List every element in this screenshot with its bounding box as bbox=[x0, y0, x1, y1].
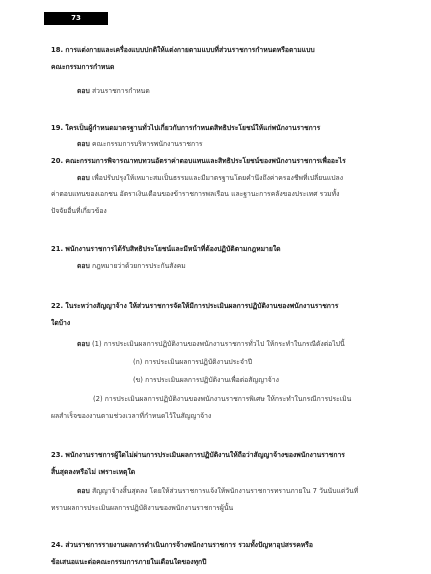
answer-label: ตอบ bbox=[77, 174, 90, 182]
answer-20-cont: ค่าตอบแทนของเอกชน อัตราเงินเดือนของข้าราชการพลเรือน และฐานะการคลังของประเทศ รวมทั้ง bbox=[51, 190, 340, 198]
answer-text: ส่วนราชการกำหนด bbox=[91, 87, 150, 95]
answer-label: ตอบ bbox=[77, 340, 90, 348]
answer-22-d: ผลสำเร็จของงานตามช่วงเวลาที่กำหนดไว้ในสัญญาจ้าง bbox=[51, 412, 212, 420]
question-23-cont: สิ้นสุดลงหรือไม่ เพราะเหตุใด bbox=[51, 468, 136, 476]
answer-label: ตอบ bbox=[77, 487, 90, 495]
answer-21 bbox=[77, 262, 186, 271]
question-18-cont: คณะกรรมการกำหนด bbox=[51, 63, 115, 71]
answer-23-cont: ทราบผลการประเมินผลการปฏิบัติงานของพนักงานราชการผู้นั้น bbox=[51, 504, 234, 512]
question-24-cont: ข้อเสนอแนะต่อคณะกรรมการภายในเดือนใดของทุกปี bbox=[51, 558, 207, 566]
page-number: 73 bbox=[44, 12, 108, 25]
answer-text: (1) การประเมินผลการปฏิบัติงานของพนักงานราชการทั่วไป ให้กระทำในกรณีดังต่อไปนี้ bbox=[91, 340, 345, 348]
answer-label: ตอบ bbox=[77, 87, 90, 95]
answer-23 bbox=[77, 487, 358, 496]
answer-22-b: (ข) การประเมินผลการปฏิบัติงานเพื่อต่อสัญญาจ้าง bbox=[133, 376, 279, 384]
answer-22-a: (ก) การประเมินผลการปฏิบัติงานประจำปี bbox=[133, 358, 253, 366]
answer-text: เพื่อปรับปรุงให้เหมาะสมเป็นธรรมและมีมาตรฐานโดยคำนึงถึงค่าครองชีพที่เปลี่ยนแปลง bbox=[91, 174, 344, 182]
question-20: 20. คณะกรรมการพิจารณาทบทวนอัตราค่าตอบแทนและสิทธิประโยชน์ของพนักงานราชการเพื่ออะไร bbox=[51, 157, 346, 165]
question-24: 24. ส่วนราชการรายงานผลการดำเนินการจ้างพนักงานราชการ รวมทั้งปัญหาอุปสรรคหรือ bbox=[51, 541, 313, 549]
answer-22 bbox=[77, 340, 345, 349]
answer-22-c: (2) การประเมินผลการปฏิบัติงานของพนักงานราชการพิเศษ ให้กระทำในกรณีการประเมิน bbox=[93, 395, 352, 403]
question-19: 19. ใครเป็นผู้กำหนดมาตรฐานทั่วไปเกี่ยวกับการกำหนดสิทธิประโยชน์ให้แก่พนักงานราชการ bbox=[51, 124, 321, 132]
answer-text: คณะกรรมการบริหารพนักงานราชการ bbox=[91, 140, 203, 148]
answer-19 bbox=[77, 140, 203, 149]
answer-20 bbox=[77, 174, 343, 183]
answer-text: กฎหมายว่าด้วยการประกันสังคม bbox=[91, 262, 186, 270]
answer-18 bbox=[77, 87, 150, 96]
question-23: 23. พนักงานราชการผู้ใดไม่ผ่านการประเมินผลการปฏิบัติงานให้ถือว่าสัญญาจ้างของพนักงานราชการ bbox=[51, 451, 345, 459]
answer-label: ตอบ bbox=[77, 140, 90, 148]
answer-label: ตอบ bbox=[77, 262, 90, 270]
answer-20-cont2: ปัจจัยอื่นที่เกี่ยวข้อง bbox=[51, 207, 107, 215]
question-22-cont: ใดบ้าง bbox=[51, 319, 71, 327]
question-22: 22. ในระหว่างสัญญาจ้าง ให้ส่วนราชการจัดให้มีการประเมินผลการปฏิบัติงานของพนักงานราชการ bbox=[51, 302, 339, 310]
answer-text: สัญญาจ้างสิ้นสุดลง โดยให้ส่วนราชการแจ้งให้พนักงานราชการทราบภายใน 7 วันนับแต่วันที่ bbox=[91, 487, 359, 495]
question-18: 18. การแต่งกายและเครื่องแบบปกติให้แต่งกายตามแบบที่ส่วนราชการกำหนดหรือตามแบบ bbox=[51, 46, 315, 54]
question-21: 21. พนักงานราชการได้รับสิทธิประโยชน์และมีหน้าที่ต้องปฏิบัติตามกฎหมายใด bbox=[51, 245, 281, 253]
